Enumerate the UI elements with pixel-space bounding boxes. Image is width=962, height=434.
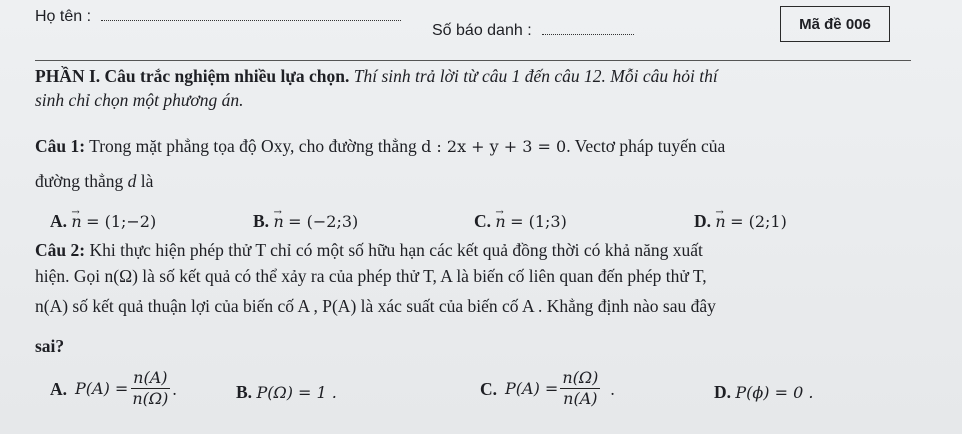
- fraction-denominator: n(A): [563, 389, 598, 408]
- question-1-line-2: [35, 169, 153, 193]
- option-end: .: [172, 378, 177, 399]
- option-value: = (1;−2): [86, 212, 157, 231]
- question-2-option-d[interactable]: [714, 380, 813, 405]
- question-2-option-a[interactable]: [50, 368, 177, 409]
- question-1-option-a[interactable]: [50, 209, 156, 234]
- question-1-option-d[interactable]: [694, 209, 787, 234]
- fraction-numerator: n(A): [133, 368, 168, 387]
- question-2-label: Câu 2:: [35, 240, 86, 260]
- question-1-line-1: [35, 134, 725, 159]
- student-id-field: [432, 20, 634, 40]
- option-letter: B.: [236, 382, 253, 402]
- option-letter: D.: [694, 211, 712, 231]
- question-2-option-b[interactable]: [236, 380, 337, 405]
- option-value: P(Ω) = 1 .: [256, 383, 337, 402]
- question-1-label: Câu 1:: [35, 136, 86, 156]
- name-label: Họ tên :: [35, 8, 92, 25]
- question-1-option-b[interactable]: [253, 209, 358, 234]
- question-1-line-2-var: d: [127, 171, 137, 191]
- question-2-line-4: sai?: [35, 336, 65, 356]
- section-title: PHẦN I. Câu trắc nghiệm nhiều lựa chọn.: [35, 66, 350, 86]
- normal-vector-symbol: → n: [495, 210, 505, 234]
- option-value: P(ϕ) = 0 .: [735, 383, 814, 402]
- question-2-line-1-text: Khi thực hiện phép thử T chỉ có một số hữu hạn các kết quả đồng thời có khả năng xuất: [89, 240, 703, 260]
- section-instruction-2: sinh chỉ chọn một phương án.: [35, 90, 244, 110]
- exam-code-box: Mã đề 006: [780, 6, 890, 42]
- question-1-equation: d : 2x + y + 3 = 0: [421, 137, 567, 156]
- option-lhs: P(A) =: [505, 378, 559, 398]
- name-blank: [101, 6, 401, 21]
- option-value: = (−2;3): [288, 212, 359, 231]
- student-id-label: Số báo danh :: [432, 22, 532, 39]
- question-1-text-a: Trong mặt phẳng tọa độ Oxy, cho đường thẳng: [89, 136, 417, 156]
- option-letter: A.: [50, 211, 68, 231]
- fraction-numerator: n(Ω): [562, 368, 599, 387]
- fraction-denominator: n(Ω): [132, 389, 169, 408]
- option-letter: C.: [474, 211, 492, 231]
- option-value: = (2;1): [730, 212, 787, 231]
- section-instruction-1: Thí sinh trả lời từ câu 1 đến câu 12. Mỗi câu hỏi thí: [353, 66, 718, 86]
- question-2-line-2: hiện. Gọi n(Ω) là số kết quả có thể xảy ra của phép thử T, A là biến cố liên quan đến phép thử T,: [35, 266, 707, 286]
- question-1-text-b: . Vectơ pháp tuyến của: [566, 136, 726, 156]
- question-1-option-c[interactable]: [474, 209, 567, 234]
- option-value: = (1;3): [510, 212, 567, 231]
- probability-fraction: [130, 368, 170, 409]
- option-end: .: [610, 378, 615, 399]
- normal-vector-symbol: → n: [715, 210, 725, 234]
- normal-vector-symbol: → n: [273, 210, 283, 234]
- option-letter: B.: [253, 211, 270, 231]
- question-1-line-2-end: là: [140, 171, 154, 191]
- question-2-line-1: [35, 238, 703, 262]
- header-divider: [35, 60, 911, 61]
- option-letter: A.: [50, 378, 68, 399]
- option-letter: C.: [480, 378, 498, 399]
- student-id-blank: [542, 20, 634, 35]
- name-field: [35, 6, 401, 26]
- question-2-option-c[interactable]: [480, 368, 615, 409]
- option-letter: D.: [714, 382, 732, 402]
- option-lhs: P(A) =: [75, 378, 129, 398]
- question-1-line-2-text: đường thẳng: [35, 171, 124, 191]
- section-heading: [35, 64, 718, 88]
- question-2-line-3: n(A) số kết quả thuận lợi của biến cố A , P(A) là xác suất của biến cố A . Khẳng định nào sau đây: [35, 296, 716, 316]
- probability-fraction: [560, 368, 600, 409]
- normal-vector-symbol: → n: [71, 210, 81, 234]
